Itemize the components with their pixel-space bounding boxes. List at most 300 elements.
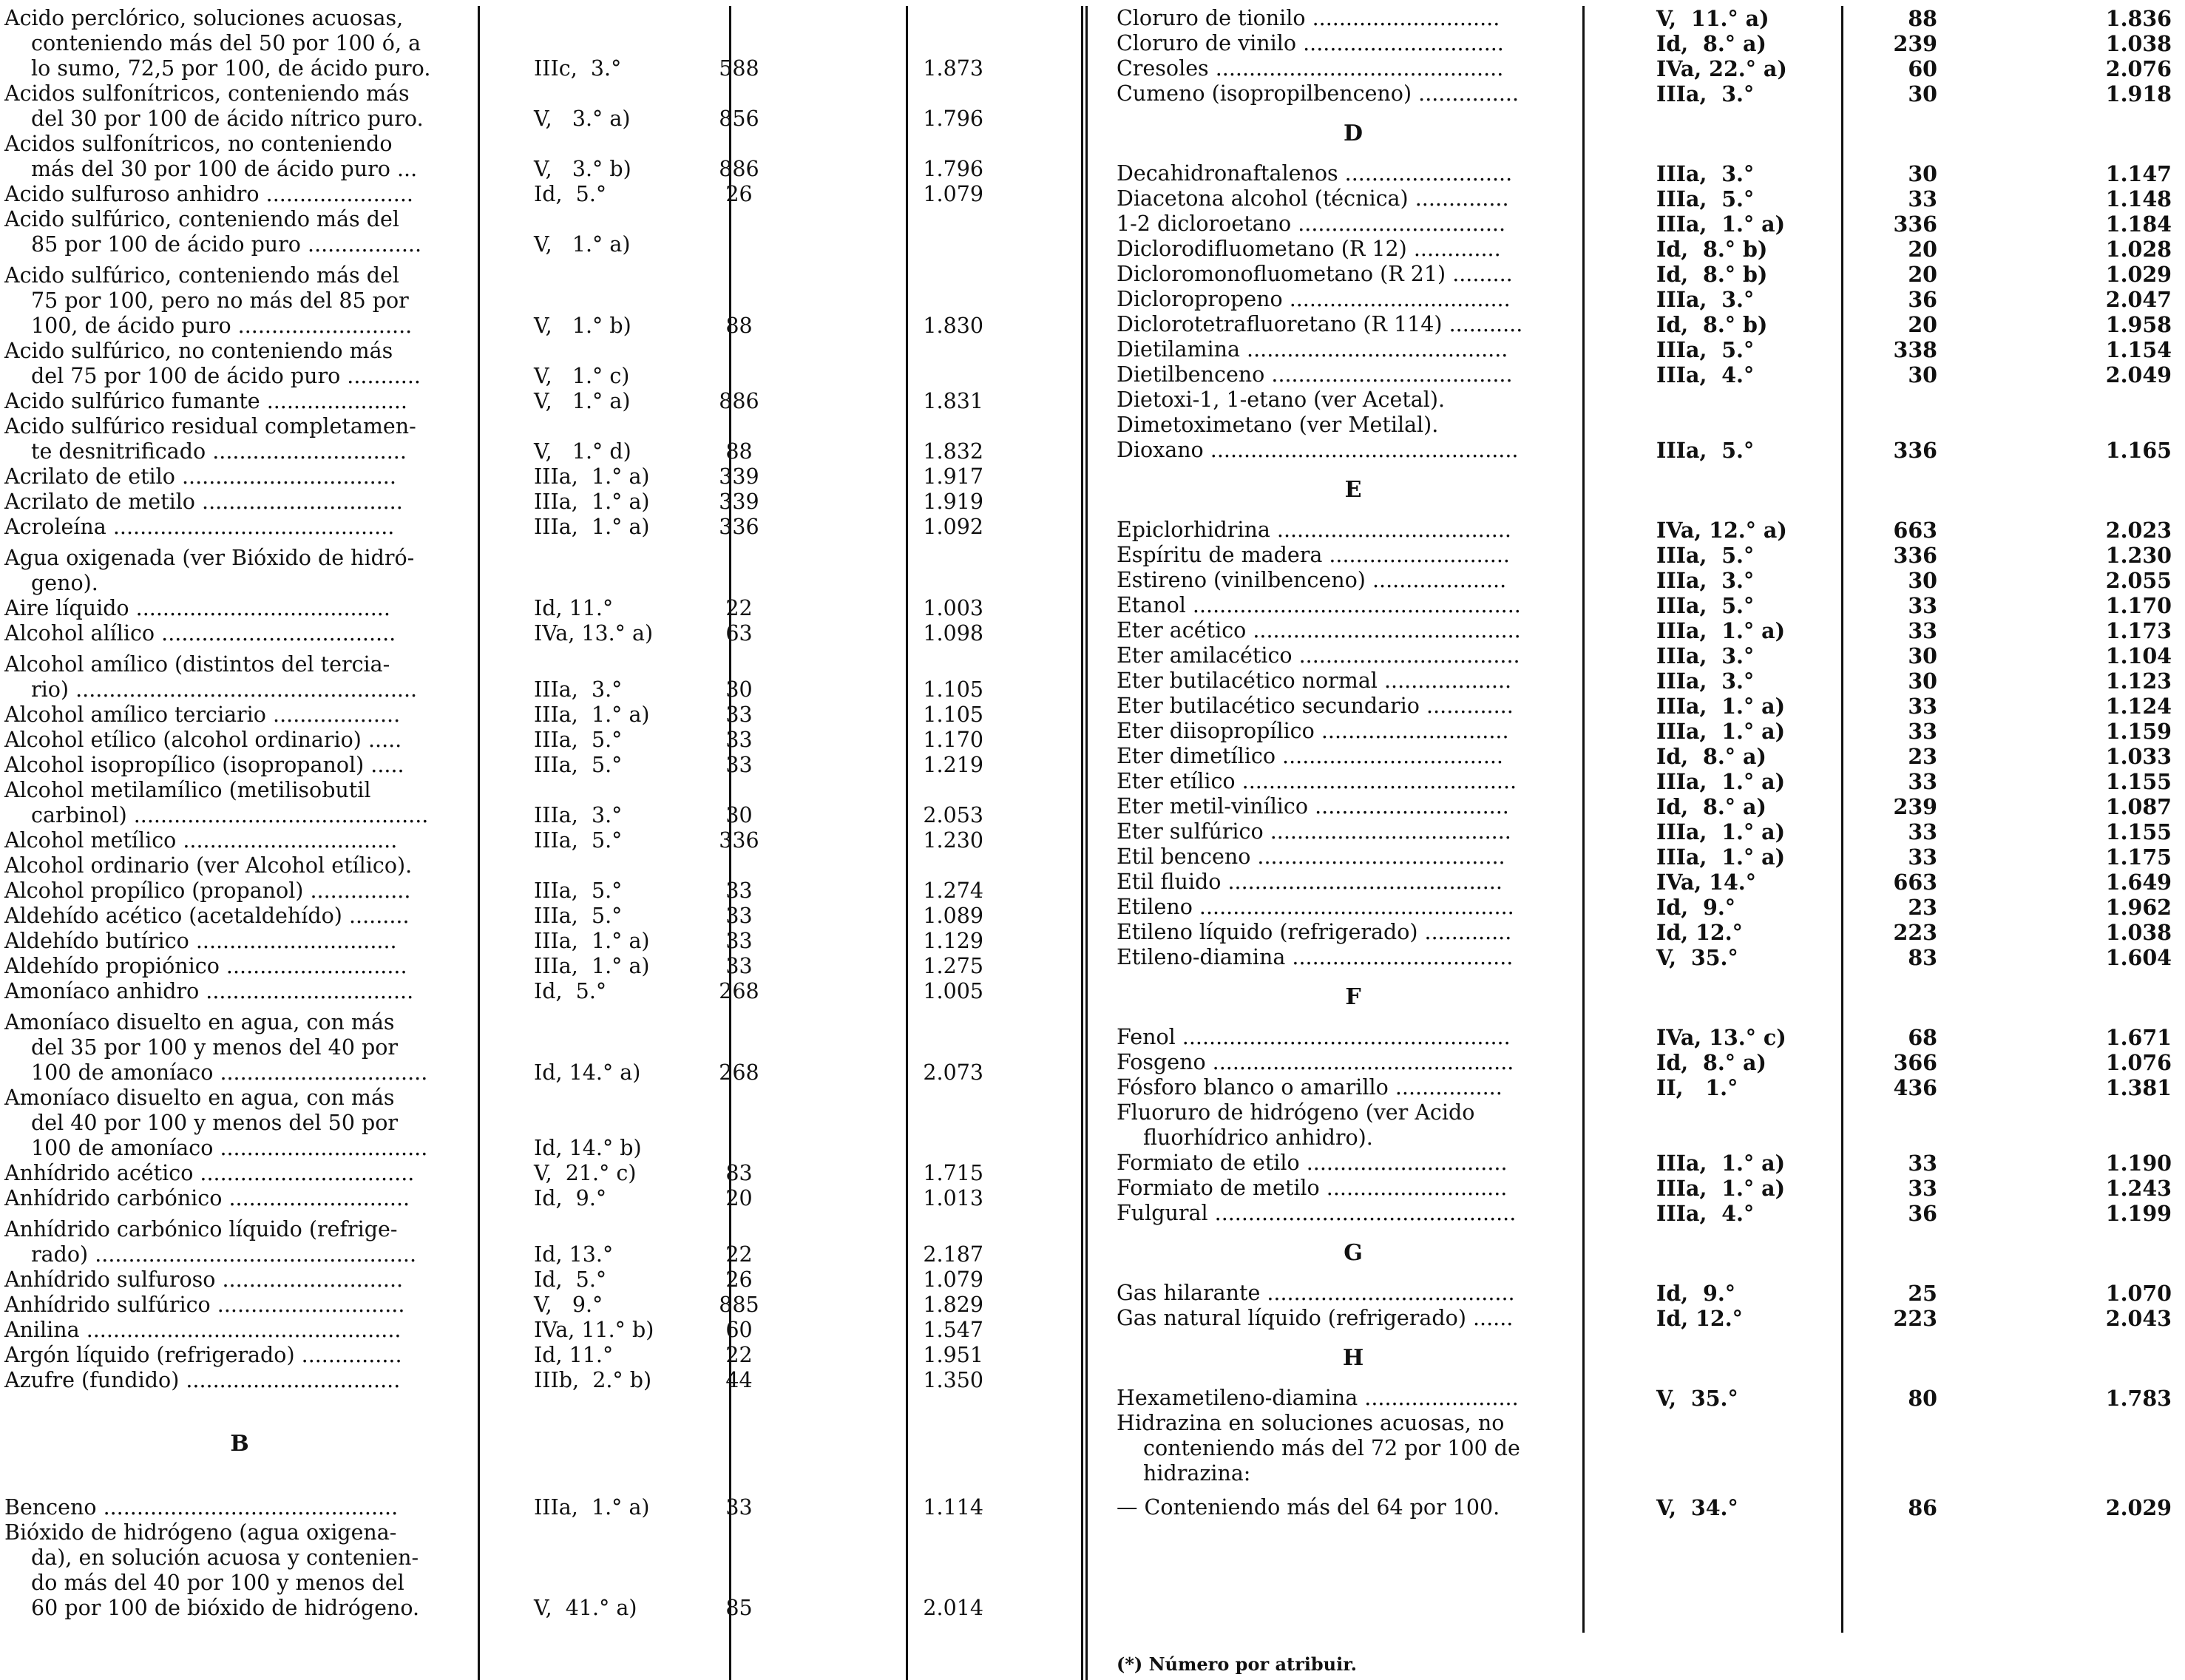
substance-number: 1.079	[923, 182, 983, 206]
class-item: IIIa, 1.° a)	[1656, 618, 1786, 643]
substance-name-line: Anhídrido carbónico ...........................	[4, 1186, 410, 1210]
footnote: (*) Número por atribuir.	[1117, 1653, 1358, 1675]
substance-name	[1117, 337, 1590, 362]
substance-name	[1117, 719, 1590, 744]
substance-name-line: Alcohol etílico (alcohol ordinario) .....	[4, 728, 402, 752]
class-item: IVa, 12.° a)	[1656, 518, 1787, 543]
left-column-table	[4, 6, 991, 1621]
substance-name	[1117, 543, 1590, 568]
substance-name-line: Dioxano ..............................................	[1117, 438, 1519, 462]
substance-number: 2.049	[2105, 362, 2172, 387]
substance-number: 2.073	[923, 1060, 983, 1085]
class-item: IIIa, 5.°	[534, 878, 623, 903]
substance-name	[4, 1520, 475, 1621]
substance-number: 1.243	[2105, 1176, 2172, 1201]
substance-name-line: Alcohol alílico ...................................	[4, 621, 396, 646]
class-item: Id, 14.° a)	[534, 1060, 641, 1085]
substance-number: 1.038	[2105, 31, 2172, 56]
substance-number: 1.170	[923, 728, 983, 752]
class-item: IIIa, 1.° a)	[1656, 719, 1786, 744]
table-row	[1117, 593, 2172, 618]
class-item: IIIa, 3.°	[1656, 643, 1755, 668]
class-item: IIIa, 5.°	[534, 753, 623, 777]
substance-name-line: Aldehído acético (acetaldehído) .........	[4, 904, 410, 928]
table-row	[1117, 945, 2172, 970]
substance-name-line: Alcohol isopropílico (isopropanol) .....	[4, 753, 404, 777]
substance-name	[4, 1010, 475, 1085]
class-item: IIIa, 3.°	[534, 803, 623, 827]
class-item: IIIa, 1.° a)	[534, 954, 650, 978]
hazard-number: 44	[725, 1368, 753, 1392]
table-row	[4, 6, 991, 81]
hazard-number: 33	[1908, 819, 1937, 844]
substance-name	[1117, 1075, 1590, 1100]
substance-name	[4, 546, 475, 596]
class-item: Id, 5.°	[534, 979, 607, 1003]
substance-name	[1117, 438, 1590, 463]
table-row	[1117, 668, 2172, 694]
substance-name	[1117, 1495, 1590, 1520]
class-item: IIIa, 5.°	[1656, 337, 1755, 362]
table-row	[1117, 1201, 2172, 1226]
substance-name-line: Diclorodifluometano (R 12) .............	[1117, 237, 1501, 261]
class-item: Id, 8.° b)	[1656, 237, 1768, 262]
hazard-number: 36	[1908, 1201, 1937, 1226]
table-row	[1117, 1176, 2172, 1201]
substance-name-line: del 40 por 100 y menos del 50 por	[31, 1111, 399, 1135]
substance-number: 1.003	[923, 596, 983, 620]
section-spacer	[1117, 503, 2144, 518]
table-row	[1117, 362, 2172, 387]
hazard-number: 33	[1908, 186, 1937, 211]
table-row	[4, 490, 991, 515]
substance-name	[4, 853, 475, 878]
substance-name	[1117, 668, 1590, 694]
substance-name	[1117, 844, 1590, 870]
substance-name-line: Anhídrido acético ................................	[4, 1161, 415, 1185]
substance-name	[4, 263, 475, 339]
section-spacer	[1117, 1331, 2144, 1346]
substance-name-line: 75 por 100, pero no más del 85 por	[31, 288, 409, 313]
substance-number: 1.124	[2105, 694, 2172, 719]
substance-name-line: 60 por 100 de bióxido de hidrógeno.	[31, 1596, 420, 1620]
table-row	[1117, 1025, 2172, 1050]
class-item: IIIa, 1.° a)	[1656, 844, 1786, 870]
substance-name	[1117, 643, 1590, 668]
table-row	[4, 1368, 991, 1393]
row-spacer	[4, 540, 991, 546]
hazard-number: 339	[719, 490, 759, 514]
substance-name	[4, 1161, 475, 1186]
class-item: IIIb, 2.° b)	[534, 1368, 652, 1392]
table-row	[1117, 769, 2172, 794]
section-letter: D	[1343, 121, 1363, 146]
table-row	[4, 1343, 991, 1368]
table-row	[1117, 870, 2172, 895]
table-row	[4, 1010, 991, 1085]
substance-name-line: Alcohol propílico (propanol) ...............	[4, 878, 411, 903]
substance-name-line: Alcohol metilamílico (metilisobutil	[4, 778, 371, 802]
section-spacer	[1117, 1266, 2144, 1281]
table-row	[4, 1186, 991, 1211]
substance-name-line: Acroleína ..........................................	[4, 515, 395, 539]
substance-number: 2.043	[2105, 1306, 2172, 1331]
substance-name-line: Amoníaco disuelto en agua, con más	[4, 1010, 395, 1034]
substance-number: 1.175	[2105, 844, 2172, 870]
substance-name	[1117, 1176, 1590, 1201]
substance-number: 1.092	[923, 515, 983, 539]
class-item: IIIa, 1.° a)	[534, 702, 650, 727]
substance-name	[1117, 413, 1590, 438]
substance-name-line: Dicloropropeno .................................	[1117, 287, 1511, 311]
table-row	[1117, 337, 2172, 362]
substance-name-line: Etil benceno .....................................	[1117, 844, 1505, 869]
table-row	[4, 1267, 991, 1293]
substance-name-line: Alcohol amílico terciario ...................	[4, 702, 401, 727]
table-row	[4, 753, 991, 778]
class-item: V, 9.°	[534, 1293, 603, 1317]
substance-name-line: Diclorotetrafluoretano (R 114) ...........	[1117, 312, 1523, 336]
table-row	[1117, 719, 2172, 744]
substance-name	[4, 1186, 475, 1211]
substance-name	[4, 753, 475, 778]
hazard-number: 268	[719, 979, 759, 1003]
substance-number: 1.917	[923, 464, 983, 489]
substance-name-line: Etanol .................................................	[1117, 593, 1521, 617]
table-row	[1117, 844, 2172, 870]
section-spacer	[1117, 106, 2144, 121]
class-item: V, 35.°	[1656, 1386, 1738, 1411]
substance-name-line: Formiato de etilo ..............................	[1117, 1151, 1508, 1175]
class-item: IIIa, 3.°	[534, 677, 623, 702]
table-row	[4, 979, 991, 1004]
substance-number: 1.190	[2105, 1151, 2172, 1176]
substance-name	[1117, 186, 1590, 211]
hazard-number: 83	[725, 1161, 753, 1185]
table-row	[4, 207, 991, 257]
class-item: V, 3.° b)	[534, 157, 631, 181]
substance-name-line: Anhídrido carbónico líquido (refrige-	[4, 1217, 398, 1242]
substance-name	[1117, 1281, 1590, 1306]
substance-name	[1117, 81, 1590, 106]
class-item: Id, 8.° b)	[1656, 312, 1768, 337]
hazard-number: 338	[1893, 337, 1937, 362]
hazard-number: 336	[1893, 438, 1937, 463]
class-item: V, 11.° a)	[1656, 6, 1769, 31]
table-row	[4, 954, 991, 979]
hazard-number: 30	[1908, 161, 1937, 186]
class-item: IIIa, 5.°	[1656, 438, 1755, 463]
substance-name-line: Anhídrido sulfuroso ...........................	[4, 1267, 404, 1292]
substance-number: 1.105	[923, 677, 983, 702]
substance-number: 2.076	[2105, 56, 2172, 81]
substance-name-line: geno).	[31, 571, 98, 595]
table-row	[4, 828, 991, 853]
hazard-number: 36	[1908, 287, 1937, 312]
hazard-number: 88	[1908, 6, 1937, 31]
substance-number: 2.053	[923, 803, 983, 827]
column-rule	[1085, 6, 1088, 1680]
substance-name	[1117, 312, 1590, 337]
substance-name-line: Acidos sulfonítricos, no conteniendo	[4, 132, 393, 156]
hazard-number: 336	[719, 515, 759, 539]
substance-name-line: del 75 por 100 de ácido puro ...........	[31, 364, 421, 388]
hazard-number: 22	[725, 1242, 753, 1267]
substance-name-line: Acido sulfuroso anhidro ......................	[4, 182, 413, 206]
substance-number: 1.076	[2105, 1050, 2172, 1075]
class-item: V, 1.° a)	[534, 232, 631, 257]
substance-name-line: Cloruro de tionilo ............................	[1117, 6, 1500, 30]
class-item: IIIa, 5.°	[1656, 593, 1755, 618]
hazard-number: 33	[725, 904, 753, 928]
substance-number: 1.155	[2105, 769, 2172, 794]
hazard-number: 268	[719, 1060, 759, 1085]
substance-name	[1117, 920, 1590, 945]
table-row	[1117, 287, 2172, 312]
table-row	[4, 263, 991, 339]
substance-name-line: Epiclorhidrina ...................................	[1117, 518, 1511, 542]
hazard-number: 30	[1908, 362, 1937, 387]
hazard-number: 30	[1908, 643, 1937, 668]
substance-name-line: Gas hilarante .....................................	[1117, 1281, 1515, 1305]
class-item: II, 1.°	[1656, 1075, 1738, 1100]
substance-number: 1.070	[2105, 1281, 2172, 1306]
substance-name-line: carbinol) ............................................	[31, 803, 429, 827]
class-item: V, 21.° c)	[534, 1161, 637, 1185]
hazard-number: 30	[1908, 668, 1937, 694]
substance-name	[1117, 694, 1590, 719]
class-item: Id, 8.° b)	[1656, 262, 1768, 287]
substance-name-line: Cresoles ...........................................	[1117, 56, 1504, 81]
substance-name-line: 100 de amoníaco ...............................	[31, 1136, 428, 1160]
table-row	[4, 339, 991, 389]
substance-name-line: más del 30 por 100 de ácido puro ...	[31, 157, 418, 181]
section-spacer	[1117, 463, 2144, 478]
section-spacer	[1117, 146, 2144, 161]
substance-name-line: Acrilato de metilo ..............................	[4, 490, 403, 514]
substance-number: 2.055	[2105, 568, 2172, 593]
class-item: IIIa, 1.° a)	[1656, 769, 1786, 794]
hazard-number: 33	[725, 753, 753, 777]
class-item: V, 41.° a)	[534, 1596, 637, 1620]
table-row	[4, 81, 991, 132]
substance-name	[4, 1293, 475, 1318]
substance-name-line: Acido sulfúrico, conteniendo más del	[4, 263, 399, 288]
hazard-number: 85	[725, 1596, 753, 1620]
section-letter: F	[1345, 984, 1361, 1010]
class-item: Id, 5.°	[534, 182, 607, 206]
substance-number: 1.715	[923, 1161, 983, 1185]
table-row	[4, 1085, 991, 1161]
hazard-number: 33	[1908, 694, 1937, 719]
substance-name-line: Anhídrido sulfúrico ............................	[4, 1293, 405, 1317]
table-row	[4, 728, 991, 753]
hazard-number: 83	[1908, 945, 1937, 970]
section-spacer	[1117, 1226, 2144, 1241]
table-row	[4, 878, 991, 904]
class-item: V, 1.° a)	[534, 389, 631, 413]
hazard-number: 33	[725, 1495, 753, 1520]
hazard-number: 33	[725, 702, 753, 727]
substance-name-line: Acido sulfúrico, no conteniendo más	[4, 339, 393, 363]
substance-name-line: Benceno ............................................	[4, 1495, 399, 1520]
class-item: IIIa, 1.° a)	[534, 464, 650, 489]
table-row	[1117, 1050, 2172, 1075]
substance-name-line: Acido perclórico, soluciones acuosas,	[4, 6, 404, 30]
substance-number: 1.155	[2105, 819, 2172, 844]
substance-name	[1117, 1386, 1590, 1411]
substance-name	[1117, 518, 1590, 543]
substance-number: 1.079	[923, 1267, 983, 1292]
hazard-number: 33	[1908, 719, 1937, 744]
hazard-number: 33	[1908, 1151, 1937, 1176]
table-row	[4, 515, 991, 540]
hazard-number: 33	[1908, 593, 1937, 618]
substance-number: 1.184	[2105, 211, 2172, 237]
substance-name-line: Hidrazina en soluciones acuosas, no	[1117, 1411, 1505, 1435]
table-row	[1117, 413, 2144, 438]
table-row	[1117, 31, 2172, 56]
hazard-number: 30	[1908, 81, 1937, 106]
table-row	[1117, 211, 2172, 237]
row-spacer	[4, 646, 991, 652]
substance-number: 1.148	[2105, 186, 2172, 211]
table-row	[4, 853, 991, 878]
table-row	[1117, 438, 2172, 463]
column-rule	[1081, 6, 1083, 1680]
substance-number: 1.029	[2105, 262, 2172, 287]
hazard-number: 366	[1893, 1050, 1937, 1075]
substance-name	[4, 702, 475, 728]
class-item: V, 1.° c)	[534, 364, 630, 388]
substance-name-line: Dietoxi-1, 1-etano (ver Acetal).	[1117, 387, 1446, 412]
substance-name-line: Fluoruro de hidrógeno (ver Acido	[1117, 1100, 1475, 1125]
class-item: Id, 9.°	[534, 1186, 607, 1210]
table-row	[1117, 895, 2172, 920]
class-item: IIIa, 1.° a)	[1656, 1176, 1786, 1201]
substance-name-line: Acido sulfúrico fumante .....................	[4, 389, 407, 413]
hazard-number: 239	[1893, 794, 1937, 819]
substance-name	[4, 414, 475, 464]
hazard-number: 33	[1908, 844, 1937, 870]
class-item: IIIa, 5.°	[1656, 543, 1755, 568]
row-spacer	[4, 1211, 991, 1217]
substance-name-line: Aire líquido ......................................	[4, 596, 390, 620]
hazard-number: 88	[725, 314, 753, 338]
class-item: V, 35.°	[1656, 945, 1738, 970]
substance-name-line: Argón líquido (refrigerado) ...............	[4, 1343, 402, 1367]
substance-number: 1.114	[923, 1495, 983, 1520]
table-row	[1117, 794, 2172, 819]
substance-number: 1.105	[923, 702, 983, 727]
table-row	[1117, 694, 2172, 719]
class-item: Id, 8.° a)	[1656, 744, 1766, 769]
substance-name	[4, 490, 475, 515]
substance-name	[1117, 1201, 1590, 1226]
section-letter: E	[1344, 477, 1362, 503]
substance-name-line: Dietilamina .......................................	[1117, 337, 1508, 362]
substance-name	[4, 1085, 475, 1161]
substance-name	[4, 596, 475, 621]
substance-name-line: Eter diisopropílico ............................	[1117, 719, 1509, 743]
substance-name	[1117, 6, 1590, 31]
class-item: V, 1.° b)	[534, 314, 631, 338]
table-row	[4, 546, 991, 596]
substance-name-line: Eter sulfúrico ....................................	[1117, 819, 1511, 844]
substance-number: 1.830	[923, 314, 983, 338]
substance-name-line: Acido sulfúrico residual completamen-	[4, 414, 416, 438]
table-row	[4, 621, 991, 646]
table-row	[4, 596, 991, 621]
substance-name-line: Hexametileno-diamina .......................	[1117, 1386, 1519, 1410]
substance-name-line: 1-2 dicloroetano ...............................	[1117, 211, 1506, 236]
substance-name	[4, 1343, 475, 1368]
table-row	[4, 389, 991, 414]
class-item: IIIa, 1.° a)	[1656, 819, 1786, 844]
substance-name	[1117, 895, 1590, 920]
substance-name-line: Fosgeno .............................................	[1117, 1050, 1514, 1074]
section-letter: H	[1342, 1345, 1364, 1371]
table-row	[1117, 1151, 2172, 1176]
table-row	[1117, 161, 2172, 186]
substance-name-line: — Conteniendo más del 64 por 100.	[1117, 1495, 1500, 1520]
substance-number: 1.089	[923, 904, 983, 928]
substance-name	[4, 929, 475, 954]
substance-name	[1117, 945, 1590, 970]
substance-number: 1.165	[2105, 438, 2172, 463]
substance-name-line: Etileno líquido (refrigerado) .............	[1117, 920, 1512, 944]
hazard-number: 436	[1893, 1075, 1937, 1100]
hazard-number: 30	[1908, 568, 1937, 593]
substance-name	[1117, 1100, 1590, 1151]
hazard-number: 33	[725, 728, 753, 752]
substance-name	[1117, 362, 1590, 387]
substance-name	[4, 389, 475, 414]
substance-name	[1117, 237, 1590, 262]
substance-name-line: Etileno-diamina .................................	[1117, 945, 1514, 969]
substance-name-line: rio) ...................................................	[31, 677, 418, 702]
substance-name-line: Eter metil-vinílico .............................	[1117, 794, 1509, 819]
row-spacer	[4, 257, 991, 263]
class-item: Id, 12.°	[1656, 920, 1743, 945]
substance-name	[4, 81, 475, 132]
table-row	[1117, 618, 2172, 643]
hazard-number: 223	[1893, 920, 1937, 945]
hazard-number: 33	[725, 954, 753, 978]
substance-number: 1.230	[2105, 543, 2172, 568]
substance-name-line: te desnitrificado .............................	[31, 439, 407, 464]
table-row	[1117, 819, 2172, 844]
section-letter: G	[1344, 1240, 1363, 1266]
substance-name	[4, 1217, 475, 1267]
hazard-number: 339	[719, 464, 759, 489]
table-row	[4, 1318, 991, 1343]
substance-name	[4, 182, 475, 207]
class-item: IIIa, 5.°	[534, 828, 623, 853]
table-row	[1117, 920, 2172, 945]
substance-number: 1.123	[2105, 668, 2172, 694]
table-row	[4, 929, 991, 954]
substance-name-line: lo sumo, 72,5 por 100, de ácido puro.	[31, 56, 431, 81]
substance-name-line: Aldehído propiónico ...........................	[4, 954, 407, 978]
table-row	[1117, 6, 2172, 31]
class-item: IIIa, 1.° a)	[1656, 694, 1786, 719]
hazard-number: 33	[1908, 769, 1937, 794]
substance-name	[4, 1495, 475, 1520]
class-item: IIIa, 1.° a)	[534, 515, 650, 539]
substance-name	[4, 1368, 475, 1393]
table-row	[4, 464, 991, 490]
